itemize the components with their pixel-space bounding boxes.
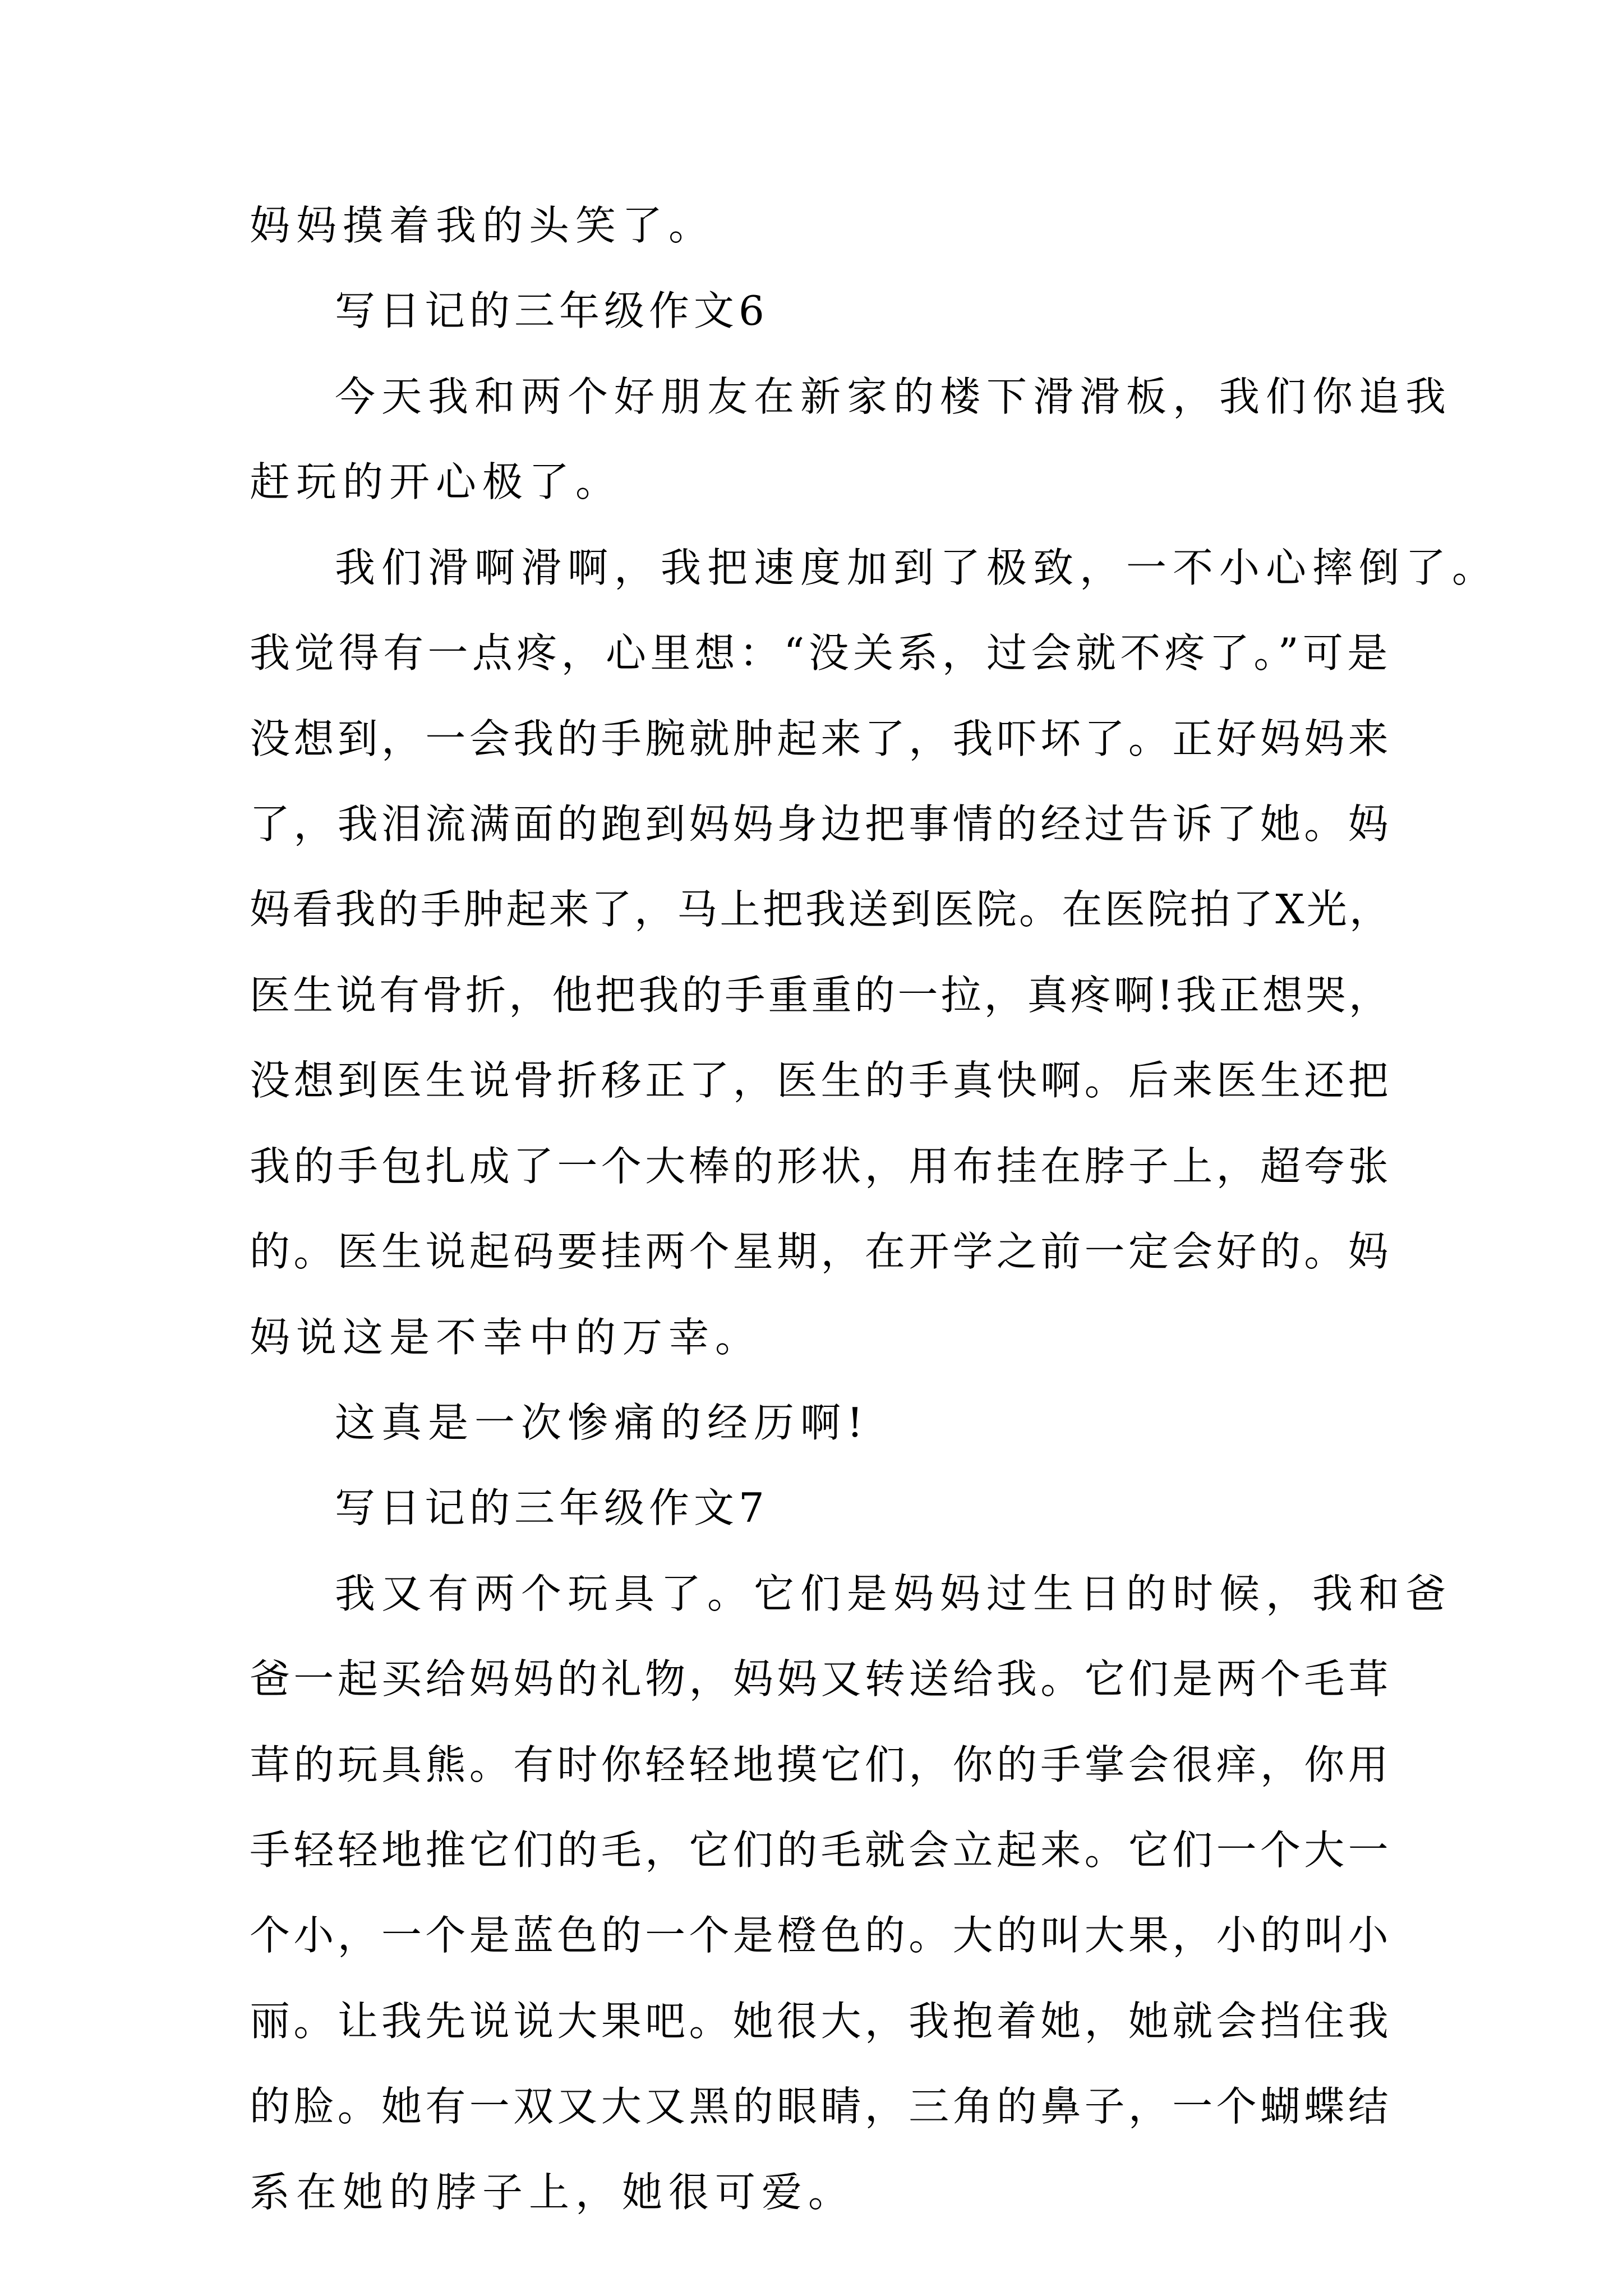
paragraph-line: 的。医生说起码要挂两个星期，在开学之前一定会好的。妈 [250, 1228, 1393, 1275]
paragraph-line: 妈看我的手肿起来了，马上把我送到医院。在医院拍了X光， [250, 886, 1393, 933]
paragraph-line: 赶玩的开心极了。 [250, 458, 623, 505]
paragraph-line: 爸一起买给妈妈的礼物，妈妈又转送给我。它们是两个毛茸 [250, 1655, 1393, 1703]
paragraph-line: 我们滑啊滑啊，我把速度加到了极致，一不小心摔倒了。 [335, 544, 1499, 591]
paragraph-line: 系在她的脖子上，她很可爱。 [250, 2169, 855, 2216]
paragraph-line: 妈说这是不幸中的万幸。 [250, 1314, 762, 1361]
paragraph-line: 了，我泪流满面的跑到妈妈身边把事情的经过告诉了她。妈 [250, 800, 1393, 848]
section-heading: 写日记的三年级作文6 [335, 287, 769, 334]
paragraph-line: 没想到，一会我的手腕就肿起来了，我吓坏了。正好妈妈来 [250, 715, 1393, 762]
paragraph-line: 没想到医生说骨折移正了，医生的手真快啊。后来医生还把 [250, 1057, 1393, 1104]
paragraph-line: 今天我和两个好朋友在新家的楼下滑滑板，我们你追我 [335, 373, 1453, 420]
paragraph-line: 个小，一个是蓝色的一个是橙色的。大的叫大果，小的叫小 [250, 1912, 1393, 1959]
paragraph-line: 我又有两个玩具了。它们是妈妈过生日的时候，我和爸 [335, 1570, 1453, 1617]
paragraph-line: 手轻轻地推它们的毛，它们的毛就会立起来。它们一个大一 [250, 1826, 1393, 1874]
section-heading: 写日记的三年级作文7 [335, 1484, 769, 1531]
paragraph-line: 医生说有骨折，他把我的手重重的一拉，真疼啊!我正想哭， [250, 972, 1392, 1019]
paragraph-line: 茸的玩具熊。有时你轻轻地摸它们，你的手掌会很痒，你用 [250, 1741, 1393, 1788]
paragraph-line: 的脸。她有一双又大又黑的眼睛，三角的鼻子，一个蝴蝶结 [250, 2083, 1393, 2130]
paragraph-line: 丽。让我先说说大果吧。她很大，我抱着她，她就会挡住我 [250, 1998, 1393, 2045]
paragraph-line: 我的手包扎成了一个大棒的形状，用布挂在脖子上，超夸张 [250, 1143, 1393, 1190]
paragraph-line: 我觉得有一点疼，心里想：“没关系，过会就不疼了。”可是 [250, 629, 1392, 677]
paragraph-line: 妈妈摸着我的头笑了。 [250, 202, 716, 249]
paragraph-line: 这真是一次惨痛的经历啊! [335, 1399, 869, 1446]
